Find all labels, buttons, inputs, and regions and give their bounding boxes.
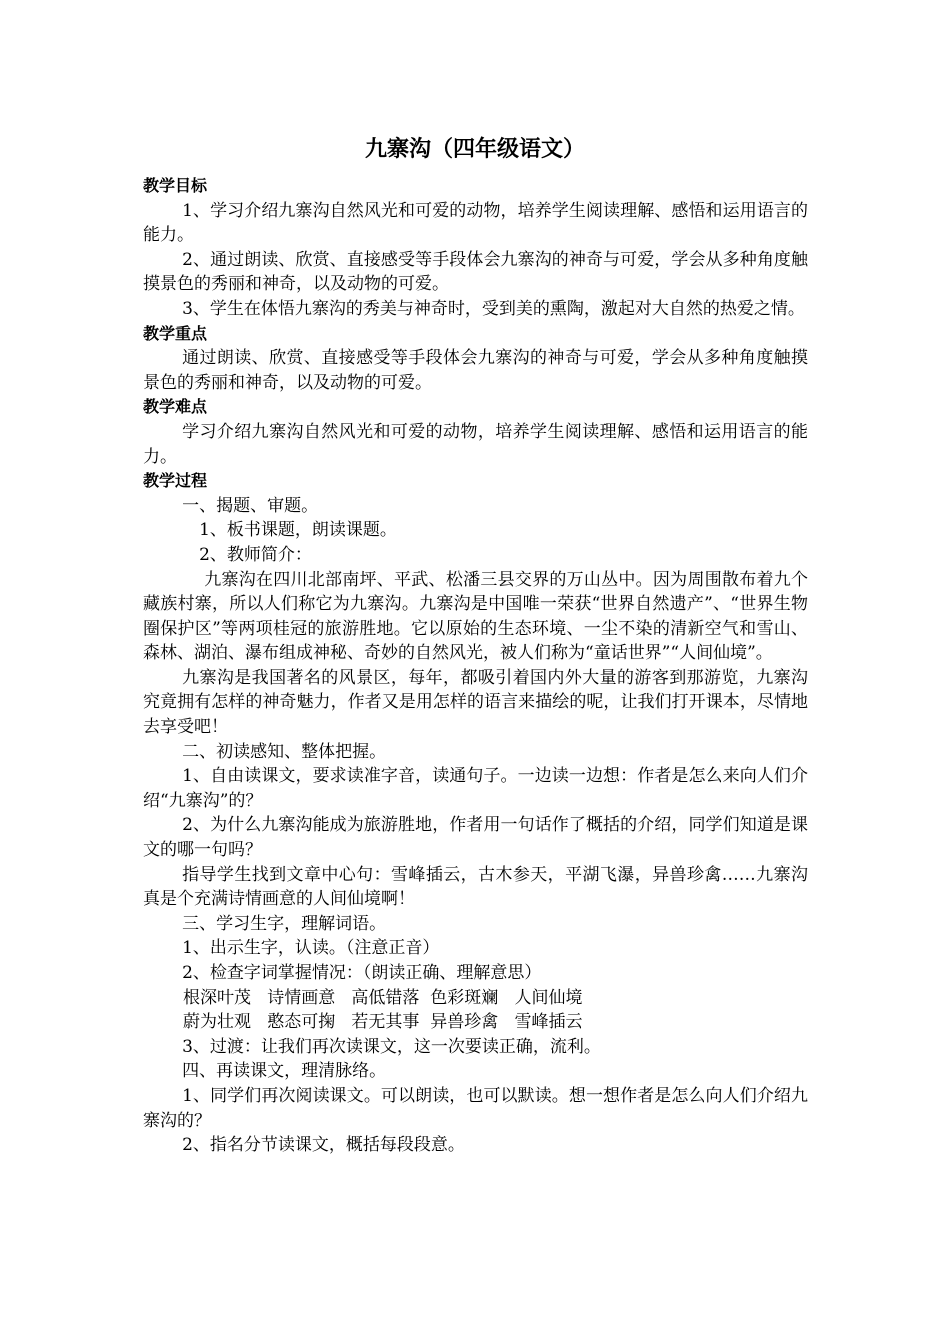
- process-step-2-1: 1、自由读课文，要求读准字音，读通句子。一边读一边想：作者是怎么来向人们介绍“九寨沟”的？: [143, 766, 808, 811]
- process-step-1: 一、揭题、审题。: [182, 495, 319, 516]
- difficulties-text: 学习介绍九寨沟自然风光和可爱的动物，培养学生阅读理解、感悟和运用语言的能力。: [143, 421, 808, 467]
- process-step-3-2: 2、检查字词掌握情况：（朗读正确、理解意思）: [182, 963, 542, 983]
- process-step-1-2: 2、教师简介：: [199, 544, 312, 565]
- process-step-4-2: 2、指名分节读课文，概括每段段意。: [182, 1135, 465, 1156]
- document-title: 九寨沟（四年级语文）: [364, 137, 585, 162]
- heading-key-points: 教学重点: [143, 323, 208, 343]
- document-body: [143, 174, 808, 1158]
- process-step-4: 四、再读课文，理清脉络。: [182, 1061, 387, 1082]
- process-step-3: 三、学习生字，理解词语。: [182, 913, 387, 934]
- process-step-3-1: 1、出示生字，认读。（注意正音）: [182, 938, 440, 959]
- process-step-2-2: 2、为什么九寨沟能成为旅游胜地，作者用一句话作了概括的介绍，同学们知道是课文的哪一句吗？: [143, 815, 808, 861]
- heading-goals: 教学目标: [143, 176, 208, 195]
- process-step-2-3: 指导学生找到文章中心句：雪峰插云，古木参天，平湖飞瀑，异兽珍禽……九寨沟真是个充满诗情画意的人间仙境啊！: [143, 864, 808, 910]
- goal-3: 3、学生在体悟九寨沟的秀美与神奇时，受到美的熏陶，激起对大自然的热爱之情。: [182, 298, 805, 319]
- key-points-text: 通过朗读、欣赏、直接感受等手段体会九寨沟的神奇与可爱，学会从多种角度触摸景色的秀丽和神奇，以及动物的可爱。: [143, 348, 808, 393]
- process-step-4-1: 1、同学们再次阅读课文。可以朗读，也可以默读。想一想作者是怎么向人们介绍九寨沟的？: [143, 1085, 808, 1131]
- goal-2: 2、通过朗读、欣赏、直接感受等手段体会九寨沟的神奇与可爱，学会从多种角度触摸景色的秀丽和神奇，以及动物的可爱。: [143, 249, 808, 295]
- intro-paragraph-1: 九寨沟在四川北部南坪、平武、松潘三县交界的万山丛中。因为周围散布着九个藏族村寨，所以人们称它为九寨沟。九寨沟是中国唯一荣获“世界自然遗产”、“世界生物圈保护区”等两项桂冠的旅游胜地。它以原始的生态环境、一尘不染的清新空气和雪山、森林、湖泊、瀑布组成神秘、奇妙的自然风光，被人们称为“童话世界”“人间仙境”。: [143, 569, 808, 664]
- heading-difficulties: 教学难点: [143, 397, 208, 417]
- goal-1: 1、学习介绍九寨沟自然风光和可爱的动物，培养学生阅读理解、感悟和运用语言的能力。: [143, 200, 808, 246]
- process-step-3-3: 3、过渡：让我们再次读课文，这一次要读正确，流利。: [182, 1036, 601, 1057]
- process-step-1-1: 1、板书课题，朗读课题。: [199, 520, 397, 541]
- word-list-2: 蔚为壮观 憨态可掬 若无其事 异兽珍禽 雪峰插云: [183, 1012, 583, 1033]
- word-list-1: 根深叶茂 诗情画意 高低错落 色彩斑斓 人间仙境: [183, 987, 583, 1008]
- heading-process: 教学过程: [143, 471, 208, 491]
- intro-paragraph-2: 九寨沟是我国著名的风景区，每年，都吸引着国内外大量的游客到那游览，九寨沟究竟拥有怎样的神奇魅力，作者又是用怎样的语言来描绘的呢，让我们打开课本，尽情地去享受吧！: [143, 667, 808, 738]
- process-step-2: 二、初读感知、整体把握。: [182, 741, 387, 762]
